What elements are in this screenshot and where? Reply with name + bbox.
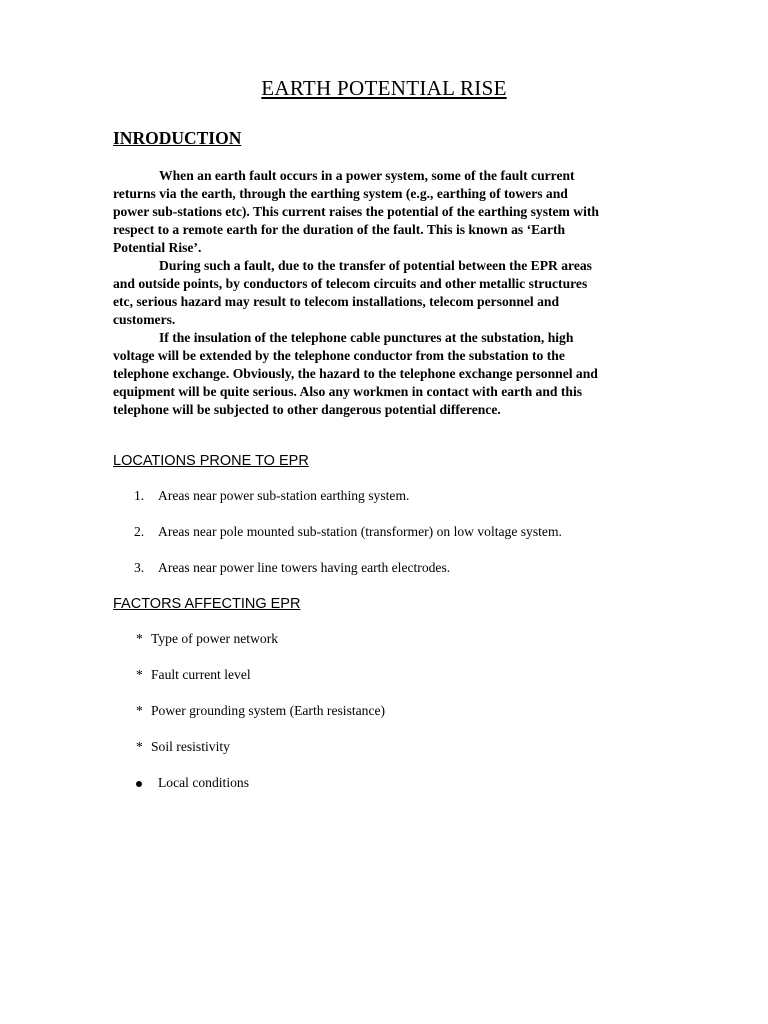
locations-heading: LOCATIONS PRONE TO EPR (113, 453, 309, 469)
asterisk-marker: * (136, 703, 143, 718)
paragraph-line: Potential Rise’. (113, 240, 202, 255)
list-item-text: Soil resistivity (151, 739, 230, 754)
list-number: 3. (134, 560, 145, 575)
paragraph-line: If the insulation of the telephone cable punctures at the substation, high (159, 330, 574, 345)
paragraph-line: etc, serious hazard may result to telecom installations, telecom personnel and (113, 294, 560, 309)
paragraph-line: During such a fault, due to the transfer of potential between the EPR areas (159, 258, 592, 273)
paragraph-line: equipment will be quite serious. Also any workmen in contact with earth and this (113, 384, 583, 399)
list-item-text: Power grounding system (Earth resistance) (151, 703, 386, 718)
paragraph-line: telephone exchange. Obviously, the hazard to the telephone exchange personnel and (113, 366, 598, 381)
list-item-text: Areas near power line towers having earth electrodes. (158, 560, 451, 575)
factors-heading: FACTORS AFFECTING EPR (113, 596, 301, 612)
paragraph-line: returns via the earth, through the earthing system (e.g., earthing of towers and (113, 186, 568, 201)
asterisk-marker: * (136, 739, 143, 754)
list-number: 1. (134, 488, 145, 503)
intro-paragraph-3 (113, 329, 653, 419)
intro-paragraph-1 (113, 167, 653, 257)
introduction-heading: INRODUCTION (113, 128, 242, 148)
list-item-text: Fault current level (151, 667, 251, 682)
asterisk-marker: * (136, 667, 143, 682)
paragraph-line: customers. (113, 312, 176, 327)
list-item-text: Areas near pole mounted sub-station (transformer) on low voltage system. (158, 524, 562, 539)
list-number: 2. (134, 524, 145, 539)
list-item-text: Local conditions (158, 775, 249, 790)
paragraph-line: When an earth fault occurs in a power system, some of the fault current (159, 168, 575, 183)
paragraph-line: and outside points, by conductors of telecom circuits and other metallic structures (113, 276, 588, 291)
bullet-dot-icon (136, 781, 142, 787)
paragraph-line: power sub-stations etc). This current raises the potential of the earthing system with (113, 204, 599, 219)
list-item-text: Areas near power sub-station earthing system. (158, 488, 410, 503)
paragraph-line: respect to a remote earth for the duration of the fault. This is known as ‘Earth (113, 222, 566, 237)
page-title: EARTH POTENTIAL RISE (261, 76, 507, 100)
paragraph-line: voltage will be extended by the telephone conductor from the substation to the (113, 348, 565, 363)
list-item-text: Type of power network (151, 631, 279, 646)
paragraph-line: telephone will be subjected to other dangerous potential difference. (113, 402, 501, 417)
intro-paragraph-2 (113, 257, 653, 329)
asterisk-marker: * (136, 631, 143, 646)
